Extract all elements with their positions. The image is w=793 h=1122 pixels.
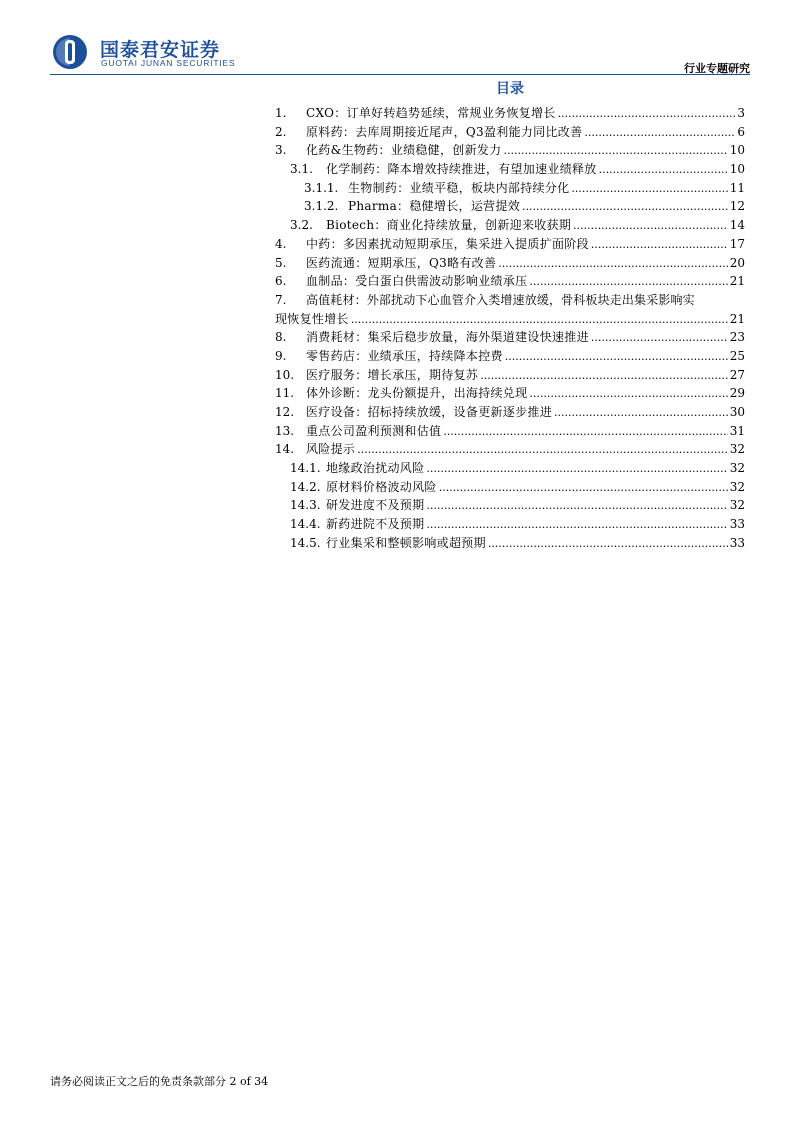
toc-entry-page: 10 — [729, 143, 745, 158]
toc-entry-title: 原材料价格波动风险 — [326, 479, 437, 494]
toc-entry[interactable] — [275, 366, 745, 385]
toc-leader-dots — [584, 124, 735, 143]
toc-entry-page: 12 — [729, 199, 745, 214]
toc-entry-title: 高值耗材：外部扰动下心血管介入类增速放缓，骨科板块走出集采影响实 — [306, 292, 695, 307]
toc-entry[interactable] — [275, 141, 745, 160]
toc-entry-number: 1. — [275, 106, 287, 120]
toc-entry-page: 21 — [729, 274, 745, 289]
toc-leader-dots — [498, 255, 727, 274]
toc-leader-dots — [426, 497, 727, 516]
toc-entry[interactable] — [275, 403, 745, 422]
toc-entry[interactable] — [275, 216, 745, 235]
toc-entry[interactable] — [275, 123, 745, 142]
toc-leader-dots — [426, 460, 727, 479]
toc-title: 目录 — [496, 81, 524, 97]
toc-entry[interactable] — [275, 459, 745, 478]
toc-entry-page: 29 — [729, 386, 745, 401]
toc-entry-title: 风险提示 — [306, 442, 356, 457]
toc-entry-title: 重点公司盈利预测和估值 — [306, 423, 442, 438]
toc-entry[interactable] — [275, 104, 745, 123]
toc-entry-title: 医疗服务：增长承压，期待复苏 — [306, 367, 479, 382]
toc-entry-line — [275, 310, 745, 329]
toc-entry[interactable] — [275, 291, 745, 328]
toc-entry-number: 3.2. — [290, 218, 313, 233]
toc-entry-title: 新药进院不及预期 — [326, 517, 425, 532]
toc-leader-dots — [488, 535, 728, 554]
toc-leader-dots — [591, 236, 728, 255]
report-type-label: 行业专题研究 — [684, 62, 750, 75]
toc-entry-number: 10. — [275, 367, 295, 382]
toc-entry[interactable] — [275, 515, 745, 534]
toc-entry-title: 生物制药：业绩平稳，板块内部持续分化 — [348, 180, 570, 195]
toc-entry[interactable] — [275, 422, 745, 441]
toc-entry-number: 6. — [275, 274, 287, 289]
toc-leader-dots — [573, 217, 728, 236]
toc-entry[interactable] — [275, 254, 745, 273]
toc-entry-page: 27 — [729, 367, 745, 382]
toc-leader-dots — [591, 329, 728, 348]
toc-leader-dots — [480, 367, 728, 386]
logo-chinese-name: 国泰君安证券 — [100, 39, 221, 61]
toc-entry-title: CXO：订单好转趋势延续，常规业务恢复增长 — [306, 106, 556, 120]
toc-leader-dots — [351, 311, 728, 330]
toc-entry-page: 23 — [729, 330, 745, 345]
toc-entry-number: 4. — [275, 236, 287, 251]
toc-entry-page: 32 — [729, 479, 745, 494]
toc-entry-page: 21 — [729, 311, 745, 326]
toc-leader-dots — [554, 404, 728, 423]
toc-entry-page: 20 — [729, 255, 745, 270]
toc-entry-number: 3.1.1. — [304, 180, 339, 195]
toc-entry-page: 30 — [729, 405, 745, 419]
toc-entry[interactable] — [275, 478, 745, 497]
toc-leader-dots — [599, 161, 728, 180]
toc-entry-number: 14.2. — [290, 479, 321, 494]
page-header — [50, 34, 750, 76]
toc-entry-title: 体外诊断：龙头份额提升，出海持续兑现 — [306, 386, 528, 401]
toc-entry[interactable] — [275, 384, 745, 403]
guotai-junan-logo-icon — [50, 34, 90, 70]
logo-english-name: GUOTAI JUNAN SECURITIES — [101, 58, 236, 68]
toc-entry[interactable] — [275, 347, 745, 366]
toc-entry-number: 14.4. — [290, 517, 321, 532]
toc-entry-line — [275, 291, 745, 310]
toc-entry-number: 5. — [275, 255, 287, 270]
toc-leader-dots — [426, 516, 727, 535]
toc-entry-number: 14.1. — [290, 461, 321, 476]
toc-entry-title: 行业集采和整顿影响或超预期 — [326, 535, 486, 550]
toc-entry[interactable] — [275, 534, 745, 553]
toc-entry-title: 中药：多因素扰动短期承压，集采进入提质扩面阶段 — [306, 236, 589, 251]
toc-leader-dots — [357, 441, 728, 460]
toc-entry-page: 32 — [729, 442, 745, 457]
toc-entry-number: 14. — [275, 442, 295, 457]
toc-leader-dots — [522, 198, 728, 217]
toc-entry[interactable] — [275, 160, 745, 179]
toc-leader-dots — [503, 142, 727, 161]
toc-entry-title: 地缘政治扰动风险 — [326, 461, 425, 476]
toc-entry-title: Pharma：稳健增长，运营提效 — [348, 199, 521, 214]
toc-entry-page: 17 — [729, 236, 745, 251]
toc-entry-page: 14 — [729, 218, 745, 233]
toc-leader-dots — [571, 180, 727, 199]
toc-entry-page: 32 — [729, 461, 745, 476]
toc-leader-dots — [439, 479, 728, 498]
toc-entry-title: 化学制药：降本增效持续推进，有望加速业绩释放 — [326, 162, 597, 177]
toc-entry-title: 医药流通：短期承压，Q3略有改善 — [306, 255, 497, 270]
header-divider — [50, 74, 750, 75]
toc-entry-page: 6 — [737, 124, 745, 139]
toc-entry[interactable] — [275, 197, 745, 216]
toc-entry-title-continued: 现恢复性增长 — [275, 311, 349, 326]
toc-entry[interactable] — [275, 235, 745, 254]
toc-entry[interactable] — [275, 179, 745, 198]
toc-entry-page: 11 — [729, 180, 745, 195]
toc-entry[interactable] — [275, 272, 745, 291]
toc-leader-dots — [529, 273, 727, 292]
toc-entry-title: 原料药：去库周期接近尾声，Q3盈利能力同比改善 — [306, 124, 583, 139]
toc-entry-page: 10 — [729, 162, 745, 177]
toc-entry-title: Biotech：商业化持续放量，创新迎来收获期 — [326, 218, 572, 233]
toc-leader-dots — [443, 423, 727, 442]
toc-entry-number: 3.1. — [290, 162, 313, 177]
toc-entry-title: 化药&生物药：业绩稳健，创新发力 — [306, 143, 502, 158]
toc-leader-dots — [558, 105, 736, 124]
toc-leader-dots — [529, 385, 727, 404]
toc-entry[interactable] — [275, 328, 745, 347]
toc-entry-title: 零售药店：业绩承压，持续降本控费 — [306, 348, 503, 363]
toc-entry-page: 33 — [729, 535, 745, 550]
toc-entry-number: 8. — [275, 330, 287, 345]
toc-entry-page: 32 — [729, 498, 745, 513]
toc-entry[interactable] — [275, 496, 745, 515]
page-footer: 请务必阅读正文之后的免责条款部分 2 of 34 — [50, 1075, 269, 1088]
toc-entry-title: 医疗设备：招标持续放缓，设备更新逐步推进 — [306, 405, 553, 419]
table-of-contents — [275, 104, 745, 553]
toc-entry-title: 消费耗材：集采后稳步放量，海外渠道建设快速推进 — [306, 330, 589, 345]
toc-entry-page: 33 — [729, 517, 745, 532]
toc-leader-dots — [505, 348, 728, 367]
toc-entry-number: 14.5. — [290, 535, 321, 550]
toc-entry-number: 9. — [275, 348, 287, 363]
toc-entry-title: 研发进度不及预期 — [326, 498, 425, 513]
toc-entry-number: 7. — [275, 292, 287, 307]
toc-entry[interactable] — [275, 440, 745, 459]
toc-entry-number: 3. — [275, 143, 287, 158]
toc-entry-number: 3.1.2. — [304, 199, 339, 214]
toc-entry-number: 2. — [275, 124, 287, 139]
toc-entry-page: 3 — [737, 106, 745, 120]
toc-entry-number: 13. — [275, 423, 295, 438]
toc-entry-number: 12. — [275, 405, 295, 419]
toc-entry-page: 31 — [729, 423, 745, 438]
toc-entry-title: 血制品：受白蛋白供需波动影响业绩承压 — [306, 274, 528, 289]
toc-entry-number: 14.3. — [290, 498, 321, 513]
toc-entry-page: 25 — [729, 348, 745, 363]
toc-entry-number: 11. — [275, 386, 295, 401]
